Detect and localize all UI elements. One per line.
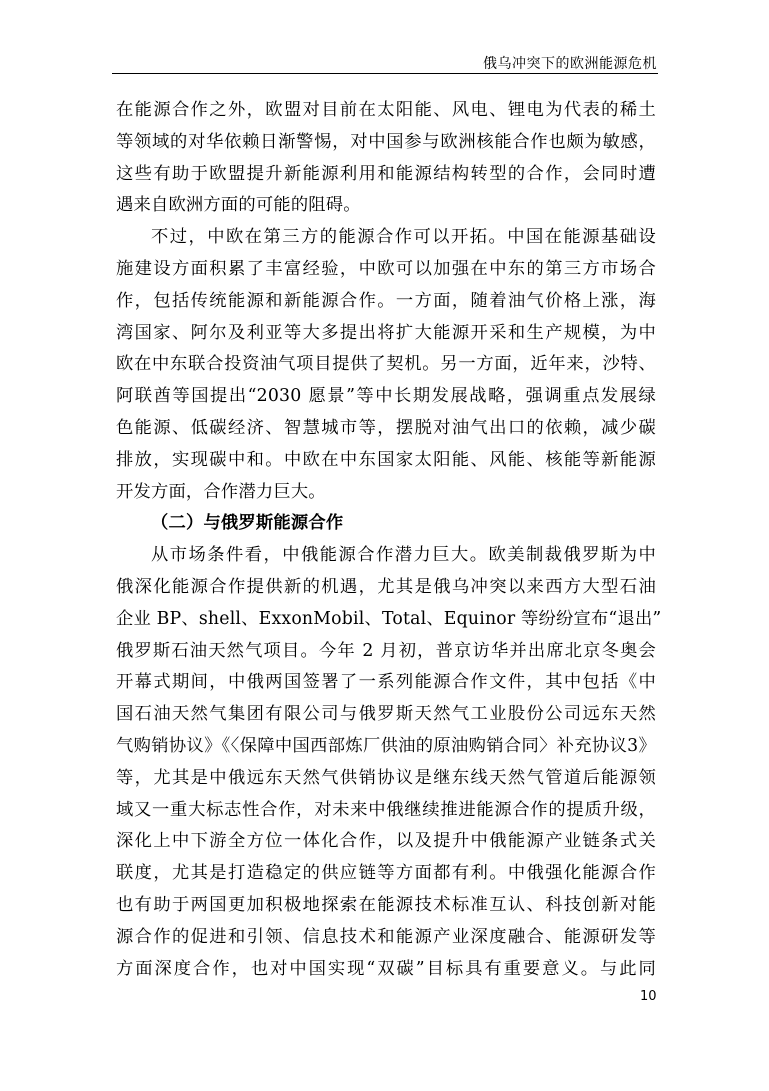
text-line: 深化上中下游全方位一体化合作，以及提升中俄能源产业链条式关 [116, 831, 656, 852]
text-line: 也有助于两国更加积极地探索在能源技术标准互认、科技创新对能 [116, 894, 656, 915]
text-line: 不过，中欧在第三方的能源合作可以开拓。中国在能源基础设 [151, 227, 656, 248]
text-line: 这些有助于欧盟提升新能源利用和能源结构转型的合作，会同时遭 [116, 163, 656, 184]
text-line: 排放，实现碳中和。中欧在中东国家太阳能、风能、核能等新能源 [116, 449, 656, 470]
text-line: 俄罗斯石油天然气项目。今年 2 月初，普京访华并出席北京冬奥会 [116, 640, 656, 661]
header-divider [112, 73, 658, 74]
text-line: 在能源合作之外，欧盟对目前在太阳能、风电、锂电为代表的稀土 [116, 100, 656, 120]
text-line: 方面深度合作，也对中国实现“双碳”目标具有重要意义。与此同 [116, 958, 656, 979]
text-line: 源合作的促进和引领、信息技术和能源产业深度融合、能源研发等 [116, 926, 656, 947]
text-line: 等领域的对华依赖日渐警惕，对中国参与欧洲核能合作也颇为敏感， [116, 131, 656, 152]
text-line: 湾国家、阿尔及利亚等大多提出将扩大能源开采和生产规模，为中 [116, 322, 656, 343]
text-line: 色能源、低碳经济、智慧城市等，摆脱对油气出口的依赖，减少碳 [116, 417, 656, 438]
text-line: 气购销协议》《〈保障中国西部炼厂供油的原油购销合同〉补充协议3》 [116, 735, 656, 756]
running-header: 俄乌冲突下的欧洲能源危机 [483, 56, 657, 72]
page-body [116, 95, 662, 985]
text-line: 作，包括传统能源和新能源合作。一方面，随着油气价格上涨，海 [116, 290, 656, 311]
paragraph-1 [116, 95, 656, 222]
text-line: 开发方面，合作潜力巨大。 [116, 481, 326, 502]
paragraph-3 [116, 540, 662, 985]
text-line: 联度，尤其是打造稳定的供应链等方面都有利。中俄强化能源合作 [116, 863, 656, 884]
text-line: 遇来自欧洲方面的可能的阻碍。 [116, 195, 361, 216]
text-line: 开幕式期间，中俄两国签署了一系列能源合作文件，其中包括《中 [116, 672, 656, 693]
text-line: 企业 BP、shell、ExxonMobil、Total、Equinor 等纷纷宣布“退出” [116, 608, 662, 629]
section-heading: （二）与俄罗斯能源合作 [151, 513, 344, 534]
page-number: 10 [640, 989, 657, 1004]
text-line: 欧在中东联合投资油气项目提供了契机。另一方面，近年来，沙特、 [116, 354, 656, 375]
paragraph-2 [116, 222, 656, 508]
text-line: 从市场条件看，中俄能源合作潜力巨大。欧美制裁俄罗斯为中 [151, 545, 656, 566]
text-line: 国石油天然气集团有限公司与俄罗斯天然气工业股份公司远东天然 [116, 704, 656, 725]
text-line: 施建设方面积累了丰富经验，中欧可以加强在中东的第三方市场合 [116, 258, 656, 279]
text-line: 域又一重大标志性合作，对未来中俄继续推进能源合作的提质升级， [116, 799, 656, 820]
text-line: 俄深化能源合作提供新的机遇，尤其是俄乌冲突以来西方大型石油 [116, 576, 656, 597]
text-line: 阿联酋等国提出“2030 愿景”等中长期发展战略，强调重点发展绿 [116, 386, 656, 407]
text-line: 等，尤其是中俄远东天然气供销协议是继东线天然气管道后能源领 [116, 767, 656, 788]
